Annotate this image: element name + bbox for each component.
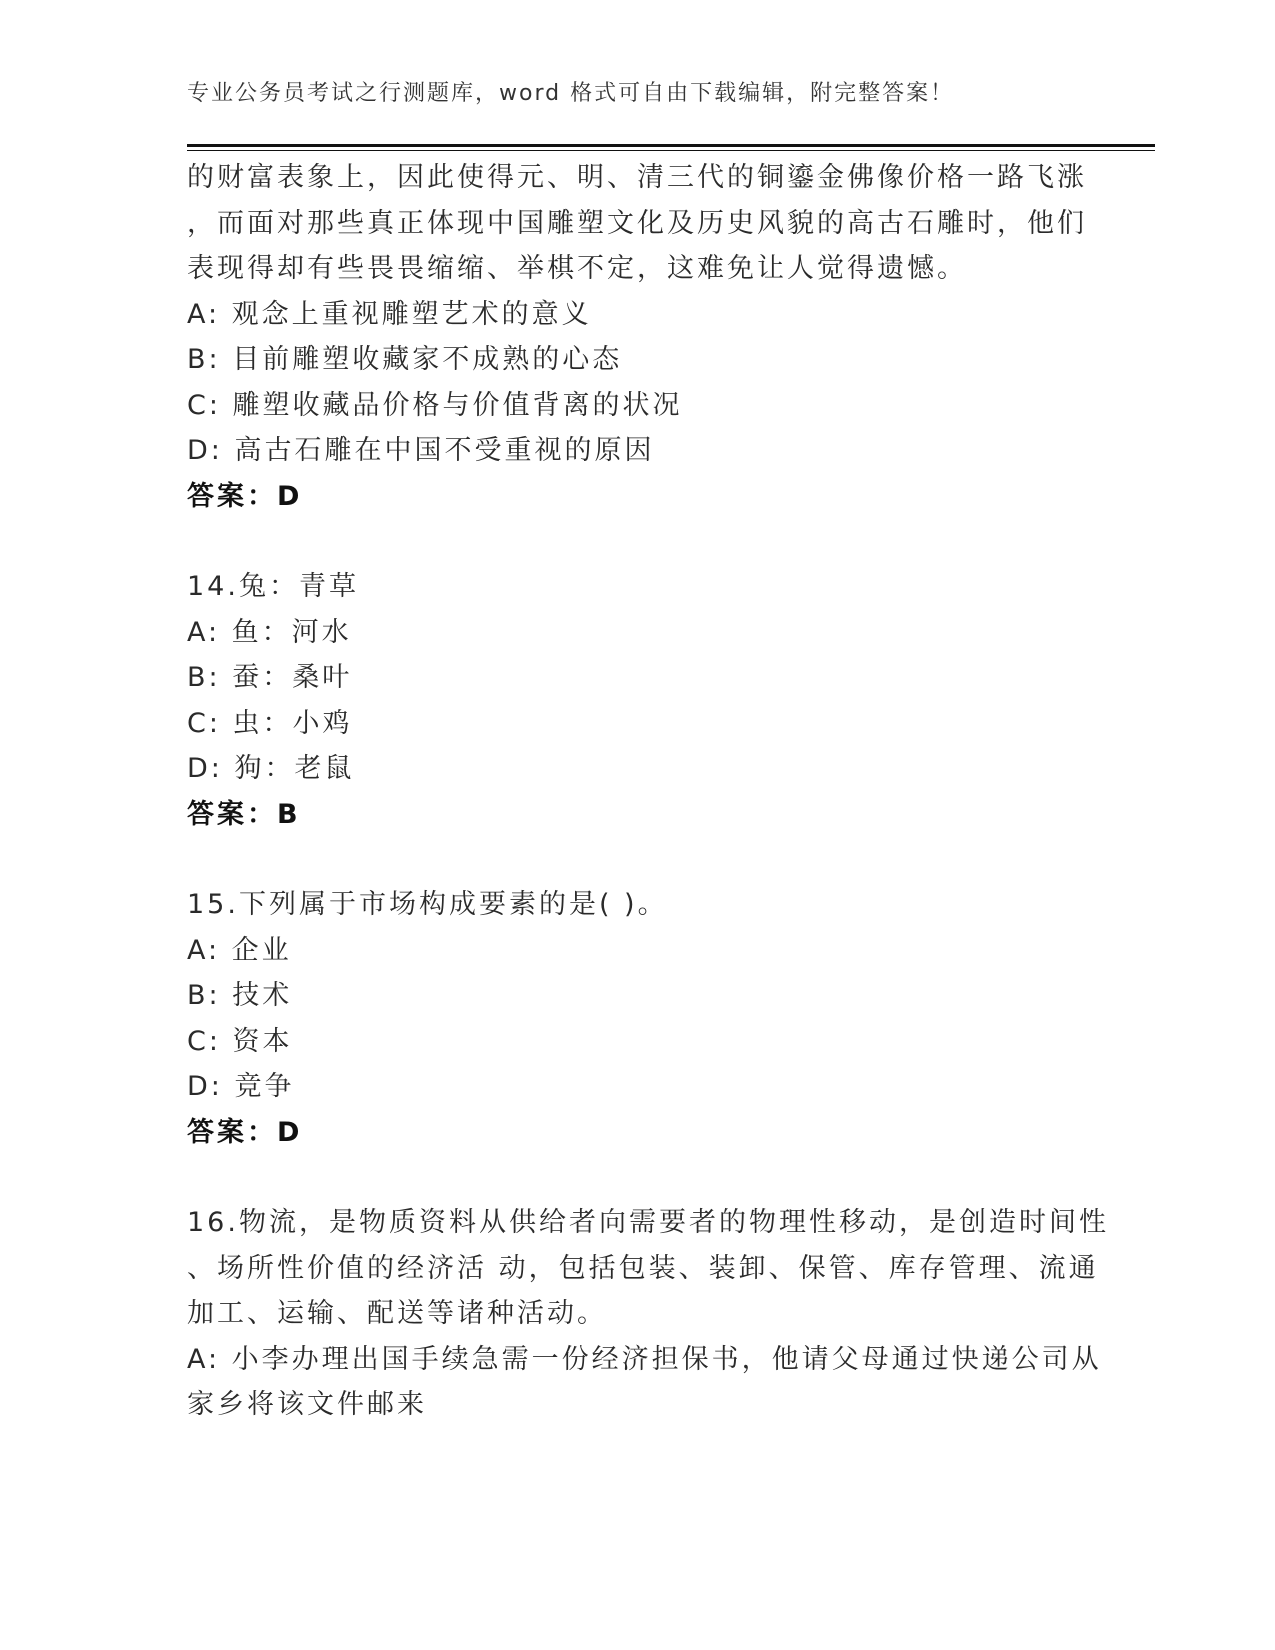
option-a: A: 企业: [187, 934, 292, 966]
question-stem-line: 加工、运输、配送等诸种活动。: [187, 1298, 607, 1329]
spacer: [187, 519, 1087, 564]
option-b: B: 目前雕塑收藏家不成熟的心态: [187, 344, 623, 375]
option-d: D: 高古石雕在中国不受重视的原因: [187, 435, 655, 466]
question-16: [187, 1200, 1109, 1428]
option-d: D: 竞争: [187, 1071, 295, 1102]
option-c: C: 资本: [187, 1025, 293, 1057]
option-d: D: 狗：老鼠: [187, 753, 355, 784]
spacer: [187, 837, 1087, 882]
question-stem-line: 16.物流，是物质资料从供给者向需要者的物理性移动，是创造时间性: [187, 1207, 1109, 1238]
question-stem-line: 表现得却有些畏畏缩缩、举棋不定，这难免让人觉得遗憾。: [187, 253, 967, 284]
option-a: A: 观念上重视雕塑艺术的意义: [187, 298, 592, 330]
option-c: C: 雕塑收藏品价格与价值背离的状况: [187, 389, 683, 421]
option-a-continued: 家乡将该文件邮来: [187, 1389, 427, 1420]
option-a: A: 小李办理出国手续急需一份经济担保书，他请父母通过快递公司从: [187, 1343, 1102, 1375]
question-15: [187, 882, 1087, 1155]
question-stem: 15.下列属于市场构成要素的是( )。: [187, 889, 668, 920]
option-b: B: 蚕：桑叶: [187, 662, 353, 693]
question-stem-line: 的财富表象上，因此使得元、明、清三代的铜鎏金佛像价格一路飞涨: [187, 162, 1087, 193]
question-stem: 14.兔：青草: [187, 571, 359, 602]
question-stem-line: 、场所性价值的经济活 动，包括包装、装卸、保管、库存管理、流通: [187, 1252, 1099, 1284]
answer: 答案：D: [187, 480, 303, 512]
page-header: 专业公务员考试之行测题库，word 格式可自由下载编辑，附完整答案！: [187, 81, 955, 106]
question-14: [187, 564, 1087, 837]
option-c: C: 虫：小鸡: [187, 707, 353, 739]
option-a: A: 鱼：河水: [187, 616, 352, 648]
answer: 答案：D: [187, 1116, 303, 1148]
header-rule-thin: [187, 150, 1155, 151]
option-b: B: 技术: [187, 980, 293, 1011]
question-stem-line: ，而面对那些真正体现中国雕塑文化及历史风貌的高古石雕时，他们: [187, 207, 1087, 239]
answer: 答案：B: [187, 798, 301, 830]
question-content: [187, 155, 1109, 1428]
question-13: [187, 155, 1087, 519]
spacer: [187, 1155, 1087, 1200]
header-rule-thick: [187, 144, 1155, 147]
